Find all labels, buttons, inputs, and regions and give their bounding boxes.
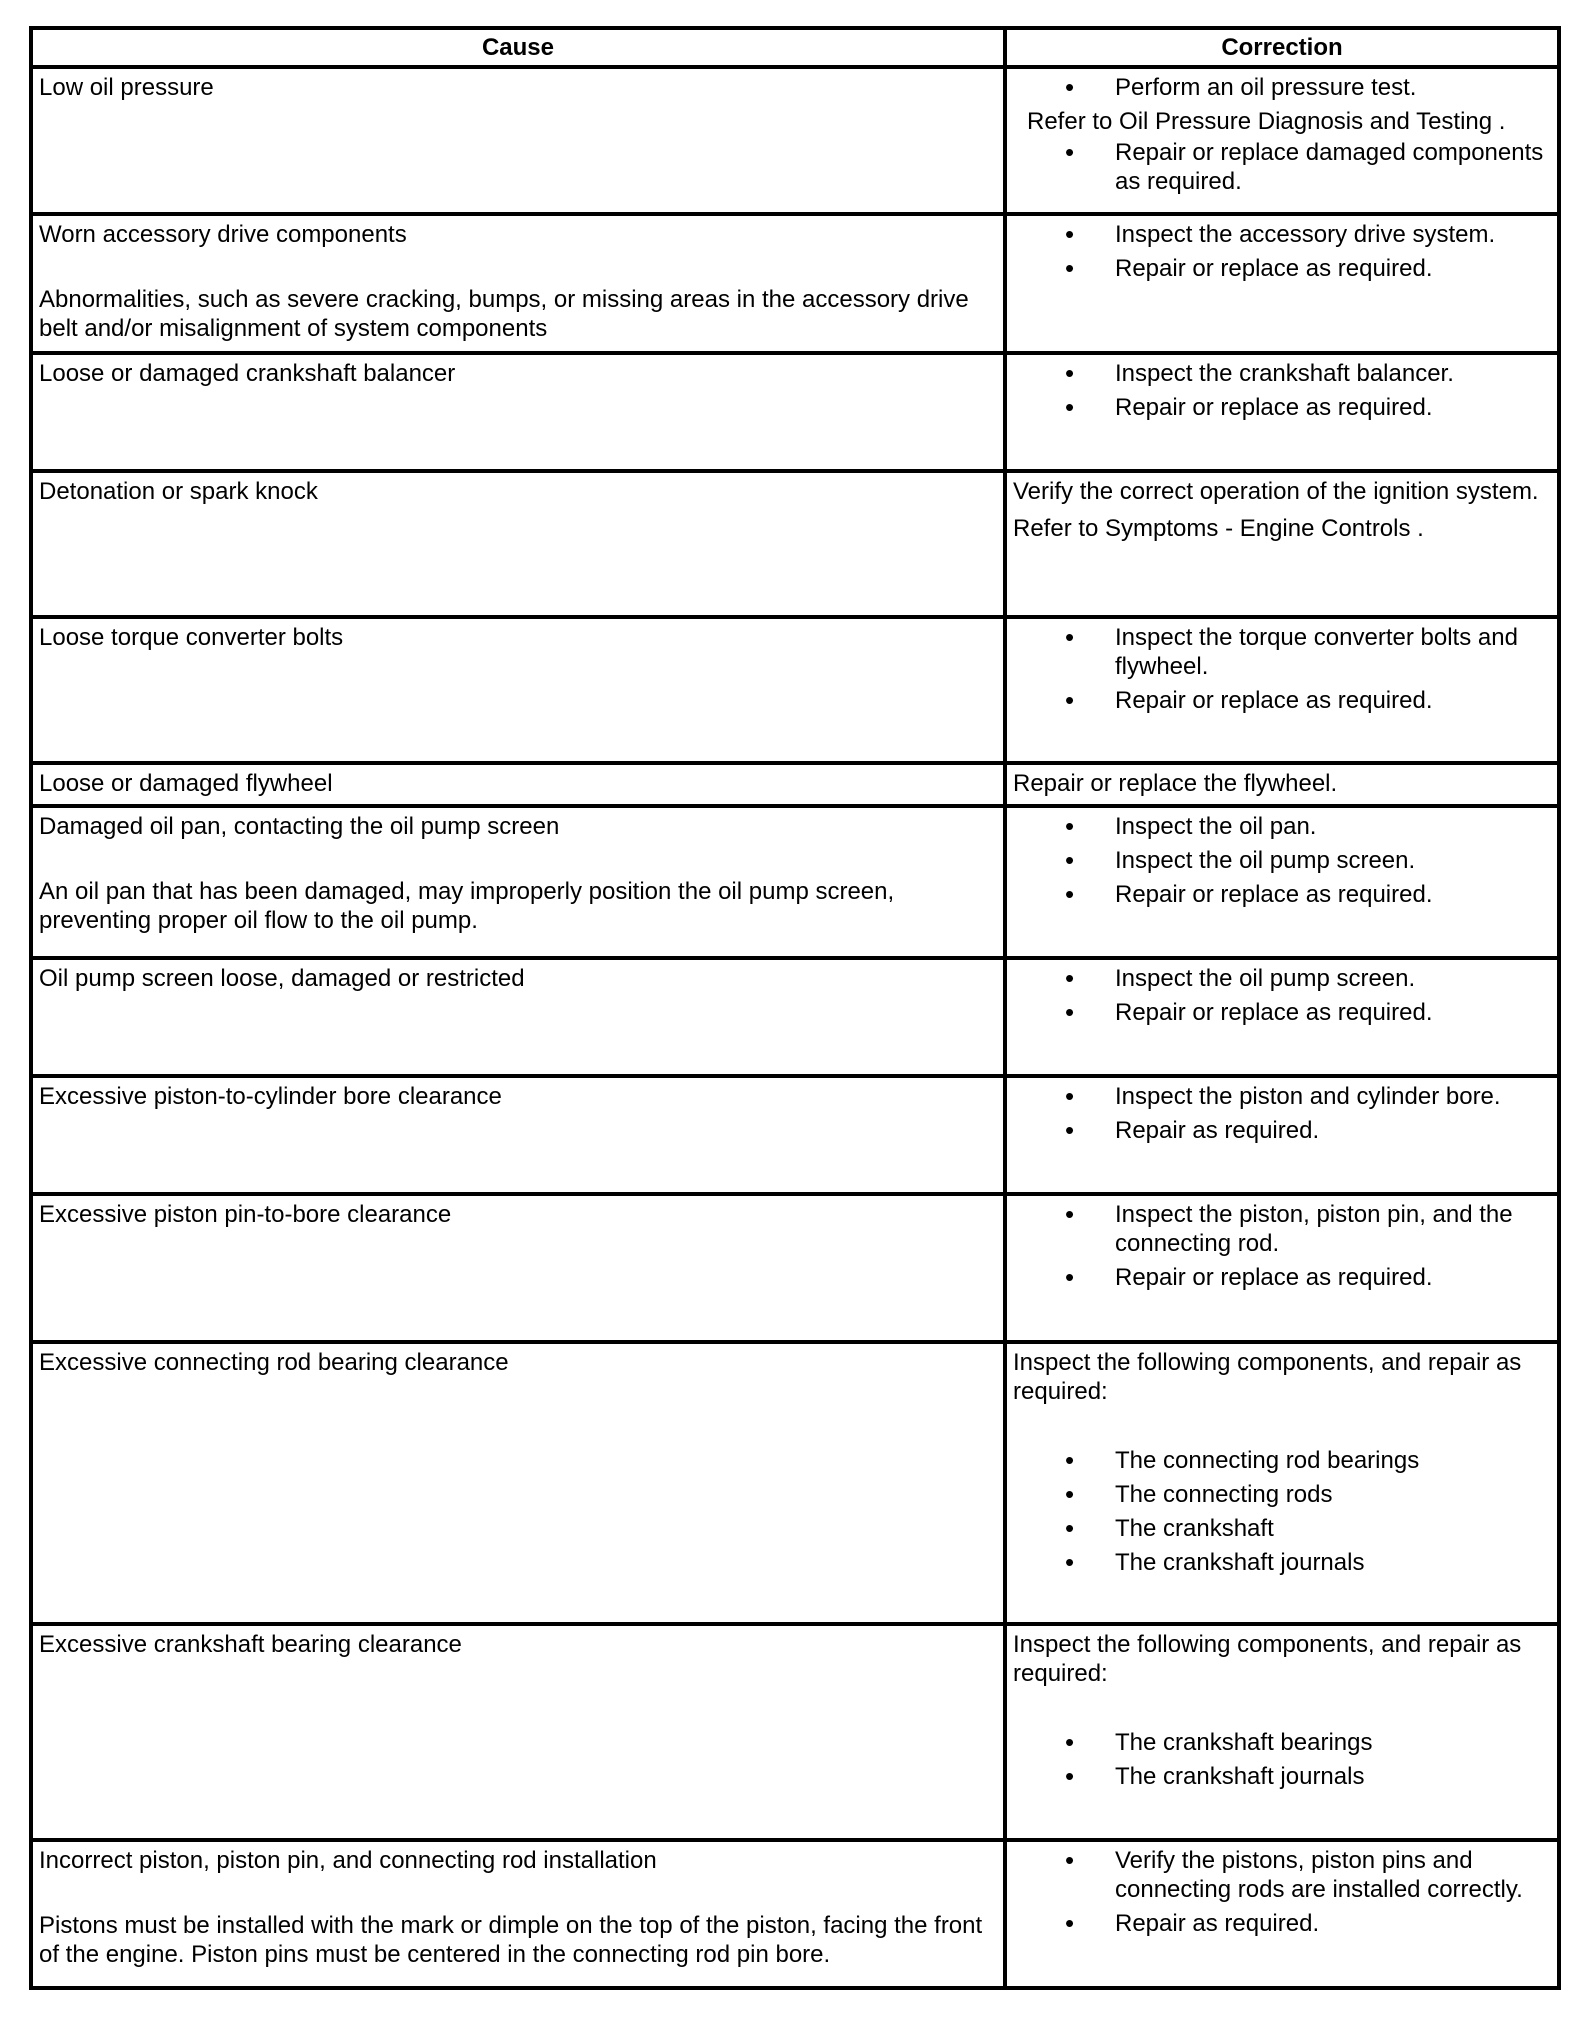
correction-cell <box>1005 1076 1559 1194</box>
list-item: • Repair or replace as required. <box>1013 254 1551 283</box>
correction-list <box>1013 1728 1551 1791</box>
list-item: • Inspect the oil pan. <box>1013 812 1551 841</box>
table-row <box>31 763 1559 806</box>
correction-list <box>1013 964 1551 1027</box>
table-row <box>31 471 1559 617</box>
cause-title: Low oil pressure <box>39 74 214 101</box>
list-item: • The crankshaft <box>1013 1514 1551 1543</box>
cause-cell <box>31 214 1005 353</box>
cause-cell <box>31 1624 1005 1840</box>
cause-title: Worn accessory drive components <box>39 221 407 248</box>
correction-cell <box>1005 806 1559 958</box>
correction-cell <box>1005 471 1559 617</box>
correction-list <box>1013 220 1551 283</box>
correction-list <box>1013 1846 1551 1938</box>
cause-title: Incorrect piston, piston pin, and connecting rod installation <box>39 1847 657 1874</box>
correction-list <box>1013 812 1551 909</box>
list-item: • Repair or replace as required. <box>1013 998 1551 1027</box>
list-item: • Inspect the piston, piston pin, and the connecting rod. <box>1013 1200 1551 1258</box>
cause-cell <box>31 763 1005 806</box>
cause-title: Excessive crankshaft bearing clearance <box>39 1631 462 1658</box>
cause-title: Loose torque converter bolts <box>39 624 344 651</box>
diagnostic-document <box>29 26 1561 1990</box>
list-item: • Repair or replace as required. <box>1013 686 1551 715</box>
correction-cell <box>1005 1624 1559 1840</box>
list-item: • The crankshaft journals <box>1013 1762 1551 1791</box>
table-row <box>31 353 1559 471</box>
correction-cell <box>1005 1342 1559 1624</box>
cause-title: Damaged oil pan, contacting the oil pump screen <box>39 813 560 840</box>
list-item: • Perform an oil pressure test. <box>1013 73 1551 102</box>
cause-cell <box>31 353 1005 471</box>
correction-cell <box>1005 763 1559 806</box>
table-row <box>31 1624 1559 1840</box>
correction-intro: Inspect the following components, and repair as required: <box>1013 1349 1522 1405</box>
cause-title: Excessive piston pin-to-bore clearance <box>39 1201 452 1228</box>
list-item: • Inspect the crankshaft balancer. <box>1013 359 1551 388</box>
list-item: • The crankshaft journals <box>1013 1548 1551 1577</box>
list-item: • Inspect the oil pump screen. <box>1013 846 1551 875</box>
reference-link[interactable]: Refer to Oil Pressure Diagnosis and Testing . <box>1027 108 1506 135</box>
correction-list <box>1013 1082 1551 1145</box>
correction-cell <box>1005 214 1559 353</box>
list-item: • Repair or replace as required. <box>1013 393 1551 422</box>
table-row <box>31 1342 1559 1624</box>
table-row <box>31 806 1559 958</box>
table-row <box>31 1840 1559 1988</box>
correction-cell <box>1005 617 1559 763</box>
cause-cell <box>31 1342 1005 1624</box>
cause-cell <box>31 617 1005 763</box>
list-item: • Repair or replace as required. <box>1013 880 1551 909</box>
cause-detail: Abnormalities, such as severe cracking, bumps, or missing areas in the accessory drive belt and/or misalignment of system components <box>39 286 969 342</box>
list-item: • Repair as required. <box>1013 1909 1551 1938</box>
cause-title: Excessive connecting rod bearing clearance <box>39 1349 509 1376</box>
correction-cell <box>1005 67 1559 214</box>
list-item: • Inspect the oil pump screen. <box>1013 964 1551 993</box>
correction-cell <box>1005 958 1559 1076</box>
correction-cell <box>1005 353 1559 471</box>
correction-list <box>1013 359 1551 422</box>
table-row <box>31 67 1559 214</box>
cause-cell <box>31 1194 1005 1342</box>
table-body <box>31 67 1559 1988</box>
correction-text: Verify the correct operation of the ignition system. <box>1013 478 1539 505</box>
cause-cell <box>31 1840 1005 1988</box>
cause-title: Loose or damaged flywheel <box>39 770 333 797</box>
list-item: • Repair as required. <box>1013 1116 1551 1145</box>
table-row <box>31 617 1559 763</box>
correction-intro: Inspect the following components, and repair as required: <box>1013 1631 1522 1687</box>
cause-cell <box>31 958 1005 1076</box>
correction-list <box>1013 1446 1551 1577</box>
cause-cell <box>31 471 1005 617</box>
correction-list <box>1013 138 1551 196</box>
header-row <box>31 28 1559 67</box>
cause-cell <box>31 1076 1005 1194</box>
header-cause: Cause <box>31 28 1005 67</box>
cause-detail: Pistons must be installed with the mark or dimple on the top of the piston, facing the front of the engine. Piston pins must be centered in the connecting rod pin bore. <box>39 1912 983 1968</box>
cause-title: Oil pump screen loose, damaged or restricted <box>39 965 525 992</box>
list-item: • Inspect the piston and cylinder bore. <box>1013 1082 1551 1111</box>
table-row <box>31 1076 1559 1194</box>
table-row <box>31 958 1559 1076</box>
cause-title: Loose or damaged crankshaft balancer <box>39 360 456 387</box>
list-item: • Inspect the torque converter bolts and flywheel. <box>1013 623 1551 681</box>
cause-title: Detonation or spark knock <box>39 478 318 505</box>
cause-detail: An oil pan that has been damaged, may improperly position the oil pump screen, preventing proper oil flow to the oil pump. <box>39 878 895 934</box>
correction-list <box>1013 623 1551 715</box>
list-item: • The connecting rod bearings <box>1013 1446 1551 1475</box>
table-row <box>31 1194 1559 1342</box>
table-row <box>31 214 1559 353</box>
correction-text: Repair or replace the flywheel. <box>1013 770 1338 797</box>
correction-cell <box>1005 1840 1559 1988</box>
list-item: • Repair or replace damaged components as required. <box>1013 138 1551 196</box>
correction-list <box>1013 1200 1551 1292</box>
list-item: • Repair or replace as required. <box>1013 1263 1551 1292</box>
cause-cell <box>31 806 1005 958</box>
list-item: • The crankshaft bearings <box>1013 1728 1551 1757</box>
correction-list <box>1013 73 1551 102</box>
cause-cell <box>31 67 1005 214</box>
list-item: • Inspect the accessory drive system. <box>1013 220 1551 249</box>
correction-cell <box>1005 1194 1559 1342</box>
cause-title: Excessive piston-to-cylinder bore clearance <box>39 1083 502 1110</box>
list-item: • The connecting rods <box>1013 1480 1551 1509</box>
header-correction: Correction <box>1005 28 1559 67</box>
correction-text: Refer to Symptoms - Engine Controls . <box>1013 515 1424 542</box>
list-item: • Verify the pistons, piston pins and connecting rods are installed correctly. <box>1013 1846 1551 1904</box>
diagnostic-table <box>29 26 1561 1990</box>
